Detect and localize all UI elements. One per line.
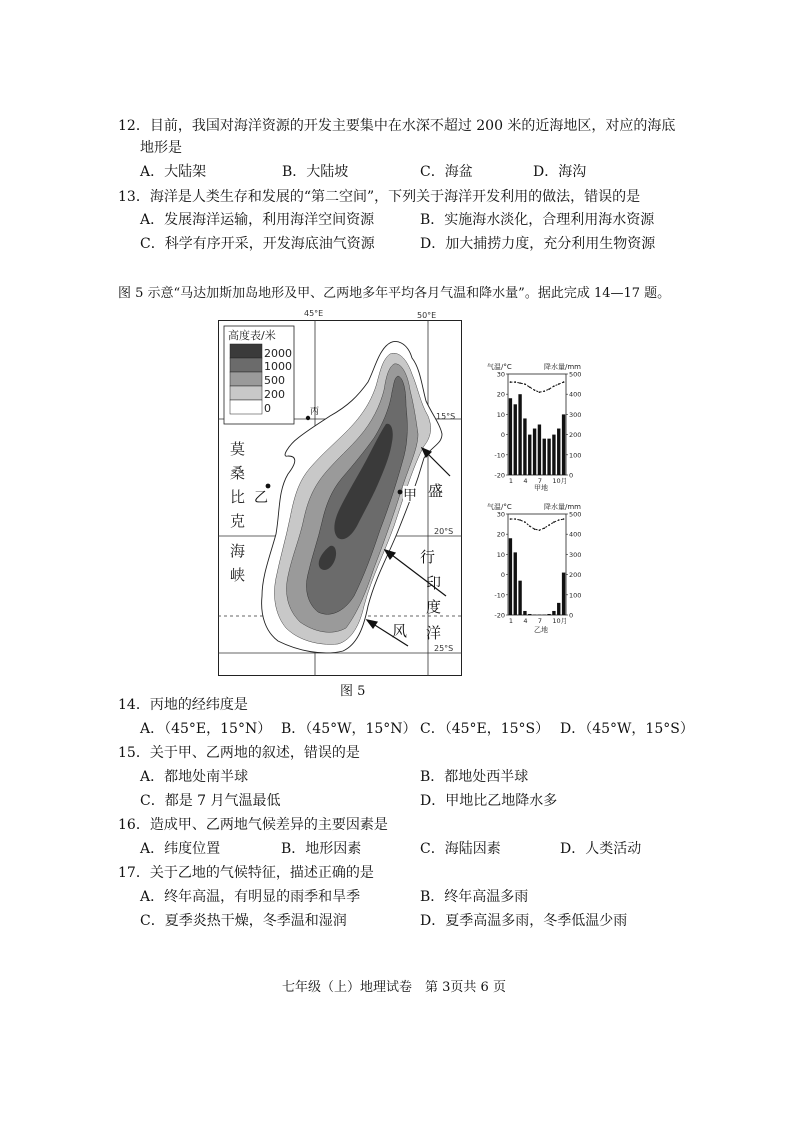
month-tick-label: 1 <box>508 617 514 625</box>
temperature-line <box>510 382 563 392</box>
figure-intro: 图 5 示意“马达加斯加岛地形及甲、乙两地多年平均各月气温和降水量”。据此完成 14—17 题。 <box>118 286 671 301</box>
precip-tick-label: 200 <box>569 431 582 440</box>
q15-option-c: C．都是 7 月气温最低 <box>140 793 281 809</box>
q16-option-d: D．人类活动 <box>560 841 642 857</box>
precip-bar-month-7 <box>538 425 541 476</box>
chart-yi-ylabel-right: 降水量/mm <box>544 503 581 511</box>
temperature-point-month-2 <box>514 381 516 383</box>
q13-option-b: B．实施海水淡化，合理利用海水资源 <box>420 212 655 228</box>
temperature-point-month-4 <box>524 521 526 523</box>
point-yi-label: 乙 <box>254 490 268 506</box>
precip-bar-month-3 <box>518 394 521 475</box>
month-tick-label: 10月 <box>552 617 568 625</box>
strait-char-6: 峡 <box>230 566 246 584</box>
legend-swatch-1000 <box>230 358 262 372</box>
precip-tick-label: 300 <box>569 550 582 559</box>
q14-option-d: D．（45°W，15°S） <box>560 721 694 737</box>
precip-tick-label: 500 <box>569 510 582 519</box>
lat-label-20s: 20°S <box>434 527 454 536</box>
temp-tick-label: 30 <box>496 510 505 519</box>
legend-level-500: 500 <box>264 374 285 387</box>
legend-title: 高度表/米 <box>228 329 276 342</box>
q13-option-d: D．加大捕捞力度，充分利用生物资源 <box>420 236 656 252</box>
month-tick-label: 7 <box>537 617 543 625</box>
legend-swatch-0 <box>230 400 262 414</box>
legend-level-200: 200 <box>264 388 285 401</box>
precip-bar-month-12 <box>562 414 565 475</box>
lat-label-25s: 25°S <box>434 644 454 653</box>
q12-stem-line1: 12．目前，我国对海洋资源的开发主要集中在水深不超过 200 米的近海地区，对应的海底 <box>118 118 676 134</box>
q17-option-c: C．夏季炎热干燥，冬季温和湿润 <box>140 913 347 929</box>
chart-jia-ylabel-left: 气温/°C <box>487 363 512 371</box>
q17-stem: 17．关于乙地的气候特征，描述正确的是 <box>118 865 374 881</box>
precip-bar-month-6 <box>533 429 536 475</box>
q14-option-a: A．（45°E，15°N） <box>140 721 272 737</box>
q17-option-a: A．终年高温，有明显的雨季和旱季 <box>140 889 361 905</box>
temperature-point-month-4 <box>524 383 526 385</box>
temperature-point-month-5 <box>529 525 531 527</box>
legend-swatch-2000 <box>230 344 262 358</box>
q16-option-b: B．地形因素 <box>281 841 362 857</box>
madagascar-map <box>218 306 462 678</box>
precip-tick-label: 200 <box>569 571 582 580</box>
temperature-point-month-8 <box>543 527 545 529</box>
precip-tick-label: 500 <box>569 370 582 379</box>
legend-level-2000: 2000 <box>264 347 292 360</box>
month-tick-label: 1 <box>508 477 514 485</box>
temperature-point-month-11 <box>558 383 560 385</box>
q16-option-a: A．纬度位置 <box>140 841 221 857</box>
temperature-line <box>510 519 563 530</box>
legend-swatch-500 <box>230 372 262 386</box>
q15-option-b: B．都地处西半球 <box>420 769 529 785</box>
q12-option-b: B．大陆坡 <box>282 164 349 180</box>
temperature-point-month-1 <box>510 518 512 520</box>
q13-stem: 13．海洋是人类生存和发展的“第二空间”，下列关于海洋开发利用的做法，错误的是 <box>118 189 641 205</box>
chart-jia-ylabel-right: 降水量/mm <box>544 363 581 371</box>
point-yi-marker <box>266 484 271 489</box>
temp-tick-label: -10 <box>494 591 505 600</box>
temperature-point-month-3 <box>519 519 521 521</box>
temperature-point-month-8 <box>543 390 545 392</box>
precip-bar-month-1 <box>509 398 512 475</box>
ocean-char-3: 洋 <box>426 624 442 642</box>
temp-tick-label: 30 <box>496 370 505 379</box>
temperature-point-month-7 <box>539 391 541 393</box>
temperature-point-month-11 <box>558 519 560 521</box>
legend-level-1000: 1000 <box>264 360 292 373</box>
temperature-point-month-3 <box>519 382 521 384</box>
temperature-point-month-10 <box>553 385 555 387</box>
temp-tick-label: 10 <box>496 550 505 559</box>
lon-label-45e: 45°E <box>304 309 324 318</box>
temperature-point-month-10 <box>553 521 555 523</box>
precip-bar-month-2 <box>514 552 517 615</box>
precip-bar-month-1 <box>509 538 512 615</box>
precip-tick-label: 400 <box>569 390 582 399</box>
point-jia-marker <box>398 490 403 495</box>
point-bing-label: 丙 <box>310 407 320 417</box>
q13-option-a: A．发展海洋运输，利用海洋空间资源 <box>140 212 375 228</box>
precip-tick-label: 100 <box>569 591 582 600</box>
q14-option-c: C．（45°E，15°S） <box>420 721 550 737</box>
wind-char-1: 盛 <box>428 482 444 500</box>
precip-tick-label: 100 <box>569 451 582 460</box>
precip-bar-month-11 <box>557 603 560 615</box>
precip-bar-month-9 <box>547 439 550 475</box>
precip-bar-month-5 <box>528 614 531 615</box>
q14-stem: 14．丙地的经纬度是 <box>118 697 248 713</box>
precip-tick-label: 0 <box>569 611 574 620</box>
temperature-point-month-5 <box>529 386 531 388</box>
precip-bar-month-8 <box>543 439 546 475</box>
strait-char-5: 海 <box>230 542 246 560</box>
chart-yi-ylabel-left: 气温/°C <box>487 503 512 511</box>
precip-bar-month-3 <box>518 581 521 615</box>
temp-tick-label: -20 <box>494 471 505 480</box>
q17-option-b: B．终年高温多雨 <box>420 889 529 905</box>
lon-label-50e: 50°E <box>417 311 437 320</box>
page-footer: 七年级（上）地理试卷 第 3页共 6 页 <box>282 980 506 995</box>
precip-bar-month-4 <box>523 611 526 615</box>
temp-tick-label: 0 <box>500 431 505 440</box>
precip-bar-month-10 <box>552 435 555 475</box>
strait-char-1: 莫 <box>230 440 246 458</box>
q13-option-c: C．科学有序开采，开发海底油气资源 <box>140 236 375 252</box>
figure-caption: 图 5 <box>340 684 366 699</box>
precip-tick-label: 300 <box>569 410 582 419</box>
temperature-point-month-7 <box>539 529 541 531</box>
precip-bar-month-10 <box>552 611 555 615</box>
temp-tick-label: 0 <box>500 571 505 580</box>
temperature-point-month-2 <box>514 518 516 520</box>
temperature-point-month-9 <box>548 524 550 526</box>
ocean-char-1: 印 <box>426 574 442 592</box>
climate-chart-yi <box>486 500 586 634</box>
climate-chart-jia <box>486 360 586 492</box>
q16-stem: 16．造成甲、乙两地气候差异的主要因素是 <box>118 817 388 833</box>
precip-bar-month-11 <box>557 429 560 475</box>
wind-char-3: 风 <box>392 622 408 640</box>
q12-stem-line2: 地形是 <box>140 140 182 156</box>
temp-tick-label: 20 <box>496 390 505 399</box>
precip-bar-month-5 <box>528 435 531 475</box>
month-tick-label: 4 <box>523 477 528 485</box>
temperature-point-month-6 <box>534 389 536 391</box>
q12-option-c: C．海盆 <box>420 164 473 180</box>
temperature-point-month-1 <box>510 381 512 383</box>
temperature-point-month-12 <box>563 381 565 383</box>
q17-option-d: D．夏季高温多雨，冬季低温少雨 <box>420 913 628 929</box>
temp-tick-label: 20 <box>496 530 505 539</box>
q14-option-b: B．（45°W，15°N） <box>281 721 417 737</box>
temperature-point-month-12 <box>563 518 565 520</box>
point-jia-label: 甲 <box>403 488 417 504</box>
q12-option-a: A．大陆架 <box>140 164 207 180</box>
precip-bar-month-2 <box>514 404 517 475</box>
chart-yi-title: 乙地 <box>534 626 548 634</box>
month-tick-label: 7 <box>537 477 543 485</box>
precip-bar-month-12 <box>562 573 565 615</box>
lat-label-15s: 15°S <box>436 412 456 421</box>
precip-bar-month-4 <box>523 418 526 475</box>
strait-char-4: 克 <box>230 512 246 530</box>
legend-level-0: 0 <box>264 402 271 415</box>
q16-option-c: C．海陆因素 <box>420 841 501 857</box>
q15-option-a: A．都地处南半球 <box>140 769 249 785</box>
strait-char-2: 桑 <box>230 464 246 482</box>
temp-tick-label: 10 <box>496 410 505 419</box>
legend-swatches <box>230 344 262 414</box>
legend-swatch-200 <box>230 386 262 400</box>
q15-option-d: D．甲地比乙地降水多 <box>420 793 558 809</box>
precip-tick-label: 0 <box>569 471 574 480</box>
month-tick-label: 4 <box>523 617 528 625</box>
strait-char-3: 比 <box>230 488 246 506</box>
ocean-char-2: 度 <box>426 598 442 616</box>
q15-stem: 15．关于甲、乙两地的叙述，错误的是 <box>118 745 360 761</box>
wind-char-2: 行 <box>420 548 436 566</box>
temperature-point-month-9 <box>548 388 550 390</box>
temp-tick-label: -20 <box>494 611 505 620</box>
precip-bar-month-9 <box>547 614 550 615</box>
temperature-point-month-6 <box>534 528 536 530</box>
temp-tick-label: -10 <box>494 451 505 460</box>
month-tick-label: 10月 <box>552 477 568 485</box>
precip-tick-label: 400 <box>569 530 582 539</box>
chart-jia-title: 甲地 <box>534 484 548 492</box>
q12-option-d: D．海沟 <box>533 164 587 180</box>
